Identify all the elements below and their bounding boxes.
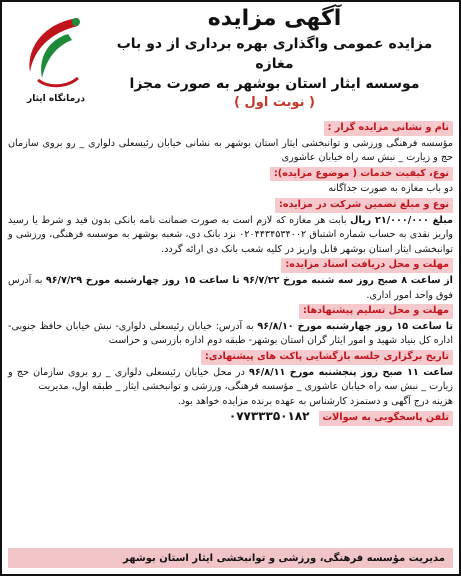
ad-title: آگهی مزایده — [207, 6, 342, 31]
logo-caption: درمانگاه ایثار — [27, 94, 85, 104]
section-auctioneer-text: مؤسسه فرهنگی ورزشی و توانبخشی ایثار استان بوشهر به نشانی خیابان رئیسعلی دلواری _ رو بروی سازمان حج و زیارت _ نبش سه راه خیابان عاشوری — [8, 137, 453, 164]
round-label: ( نوبت اول ) — [234, 95, 315, 110]
footer-text: مدیریت مؤسسه فرهنگی، ورزشی و توانبخشی ایثار استان بوشهر — [123, 552, 445, 564]
guarantee-amount: مبلغ ۲۱/۰۰۰/۰۰۰ ریال — [350, 214, 453, 226]
headline-line-2: موسسه ایثار استان بوشهر به صورت مجزا — [129, 76, 420, 92]
footer-signature — [8, 548, 453, 568]
headline-line-1: مزایده عمومی واگذاری بهره برداری از دو باب مغازه — [116, 36, 433, 72]
section-guarantee-label: نوع و مبلغ تضمین شرکت در مزایده: — [275, 198, 453, 213]
section-documents-text — [8, 274, 453, 303]
guarantee-details: بابت هر مغازه که لازم است به صورت ضمانت نامه بانکی بدون قید و شرط یا رسید واریز نقدی به حساب شماره اشتباق ۰۲۰۴۴۳۴۵۳۴۰۰۲ نزد بانک دی، شعبه بوشهر به موسسه فرهنگی، ورزشی و توانبخشی ایثار استان بوشهر قابل واریز در کلیه شعب بانک دی ارائه گردد. — [8, 214, 453, 255]
cost-note: هزینه درج آگهی و دستمزد کارشناس به عهده برنده مزایده خواهد بود. — [177, 395, 453, 407]
logo-emblem-icon — [8, 8, 100, 100]
opening-location: در محل خیابان رئیسعلی دلواری _ رو بروی سازمان حج و زیارت _ نبش سه راه خیابان عاشوری _ مؤسسه فرهنگی، ورزشی و توانبخشی ایثار _ طبقه اول، مدیریت — [8, 366, 453, 393]
section-documents-label: مهلت و محل دریافت اسناد مزایده: — [281, 258, 453, 273]
header — [98, 6, 451, 112]
documents-deadline: از ساعت ۸ صبح روز سه شنبه مورخ ۹۶/۷/۲۲ تا ساعت ۱۵ روز چهارشنبه مورخ ۹۶/۷/۲۹ — [45, 274, 453, 286]
phone-label: تلفن پاسخگویی به سوالات — [319, 411, 453, 426]
section-submission-text — [8, 320, 453, 349]
section-opening-label: تاریخ برگزاری جلسه بازگشایی پاکت های پیشنهادی: — [201, 350, 453, 365]
section-guarantee-text — [8, 214, 453, 258]
section-service-label: نوع، کیفیت خدمات ( موضوع مزایده): — [270, 167, 453, 182]
documents-address: به آدرس فوق واحد امور اداری. — [8, 274, 453, 301]
submission-deadline: تا ساعت ۱۵ روز چهارشنبه مورخ ۹۶/۸/۱۰ — [257, 320, 453, 332]
section-auctioneer-label: نام و نشانی مزایده گزار : — [324, 121, 453, 136]
section-opening-text — [8, 366, 453, 395]
opening-date: ساعت ۱۱ صبح روز پنجشنبه مورخ ۹۶/۸/۱۱ — [249, 366, 453, 378]
ad-body — [8, 120, 453, 427]
section-submission-label: مهلت و محل تسلیم پیشنهادها: — [299, 304, 453, 319]
phone-number: ۰۷۷۳۳۳۵۰۱۸۲ — [228, 409, 310, 424]
isar-logo — [8, 8, 100, 100]
submission-address: به آدرس: خیابان رئیسعلی دلواری- نبش خیابان حافظ جنوبی-اداره کل بنیاد شهید و امور ایثار گران استان بوشهر- طبقه دوم اداره بازرسی و حراست — [8, 320, 453, 347]
section-service-text: دو باب مغازه به صورت جداگانه — [328, 183, 453, 195]
